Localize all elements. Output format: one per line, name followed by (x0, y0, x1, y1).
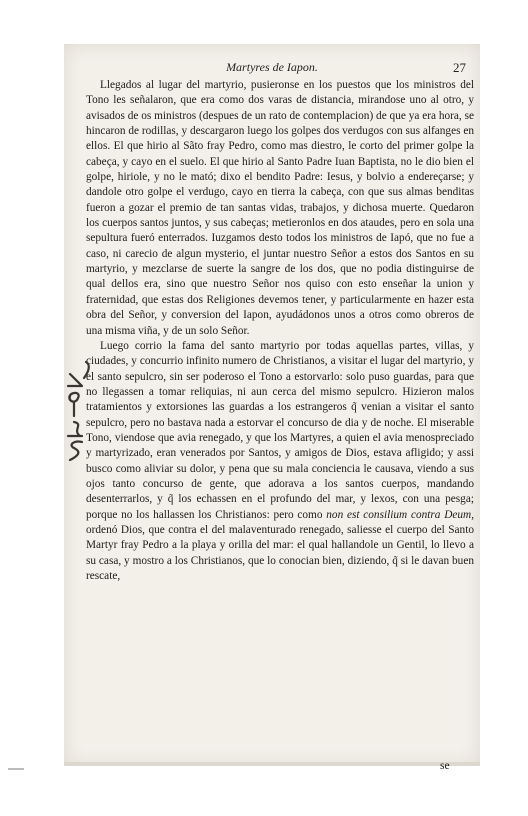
paragraph-aftermath-text-end: , ordenó Dios, que contra el del malaventurado renegado, saliesse el cuerpo del Santo Martyr fray Pedro a la playa y orilla del mar: el qual hallandole un Gentil, lo llevo a su casa, y mostro a los Christianos, que lo conocian bien, diziendo, q̃ si le davan buen rescate, (86, 508, 475, 582)
margin-rule-mark (8, 768, 24, 770)
page-number: 27 (453, 60, 466, 75)
handwritten-margin-note (60, 360, 100, 470)
body-text (86, 78, 474, 768)
paragraph-aftermath (86, 339, 474, 585)
latin-quotation: non est consilium contra Deum (326, 508, 472, 521)
catchword: se (440, 760, 450, 772)
paragraph-aftermath-text-start: Luego corrio la fama del santo martyrio por todas aquellas partes, villas, y ciudades, y concurrio infinito numero de Christianos, a visitar el lugar del martyrio, y el santo sepulcro, sin ser poderoso el Tono a estorvarlo: solo puso guardas, para que no llegassen a tomar reliquias, ni aun cerca del mismo sepulcro. Hizieron malos tratamientos y extorsiones las guardas a los estrangeros q̃ venian a visitar el santo sepulcro, pero no bastava nada a estorvar el concurso de dia y de noche. El miserable Tono, viendose que avia renegado, y que los Martyres, a quien el avia menospreciado y martyrizado, eran venerados por Santos, y amigos de Dios, estava afligido; y assi busco como aliviar su dolor, y pena que su mala conciencia le causava, viendo a sus ojos tanto concurso de gente, que adorava a los santos cuerpos, mandando desenterrarlos, y q̃ los echassen en el profundo del mar, y lexos, con una pesga; porque no los hallassen los Christianos: pero como (86, 339, 474, 521)
page-header (72, 60, 472, 80)
running-title: Martyres de Iapon. (226, 60, 318, 74)
paragraph-martyrdom: Llegados al lugar del martyrio, pusieronse en los puestos que los ministros del Tono les señalaron, que era como dos varas de distancia, mirandose uno al otro, y avisados de os ministros (despues de un rato de contemplacion) de que ya era hora, se hincaron de rodillas, y descargaron luego los golpes dos verdugos con sus alfanges en ellos. El que hirio al Sãto fray Pedro, como mas diestro, le corto del primer golpe la cabeça, y cayo en el suelo. El que hirio al Santo Padre Iuan Baptista, no le dio bien el golpe, hiriole, y no le mató; dixo el bendito Padre: Iesus, y bolvio a endereçarse; y dandole otro golpe el verdugo, cayo en tierra la cabeça, con que sus almas benditas fueron a gozar el premio de tan santas vidas, trabajos, y dichosa muerte. Quedaron los cuerpos santos juntos, y sus cabeças; metieronlos en dos ataudes, pero en sola una sepultura fueró enterrados. Iuzgamos desto todos los ministros de Iapó, que no fue a caso, ni carecio de algun mysterio, el juntar nuestro Señor a estos dos Santos en su martyrio, y mezclarse de suerte la sangre de los dos, que no podia distinguirse de qual dellos era, sino que nuestro Señor nos quiso con esto enseñar la union y fraternidad, que estas dos Religiones devemos tener, y particularmente en hazer esta obra del Señor, y conversion del Iapon, ayudádonos unos a otros como obreros de una misma viña, y de un solo Señor. (86, 79, 474, 337)
